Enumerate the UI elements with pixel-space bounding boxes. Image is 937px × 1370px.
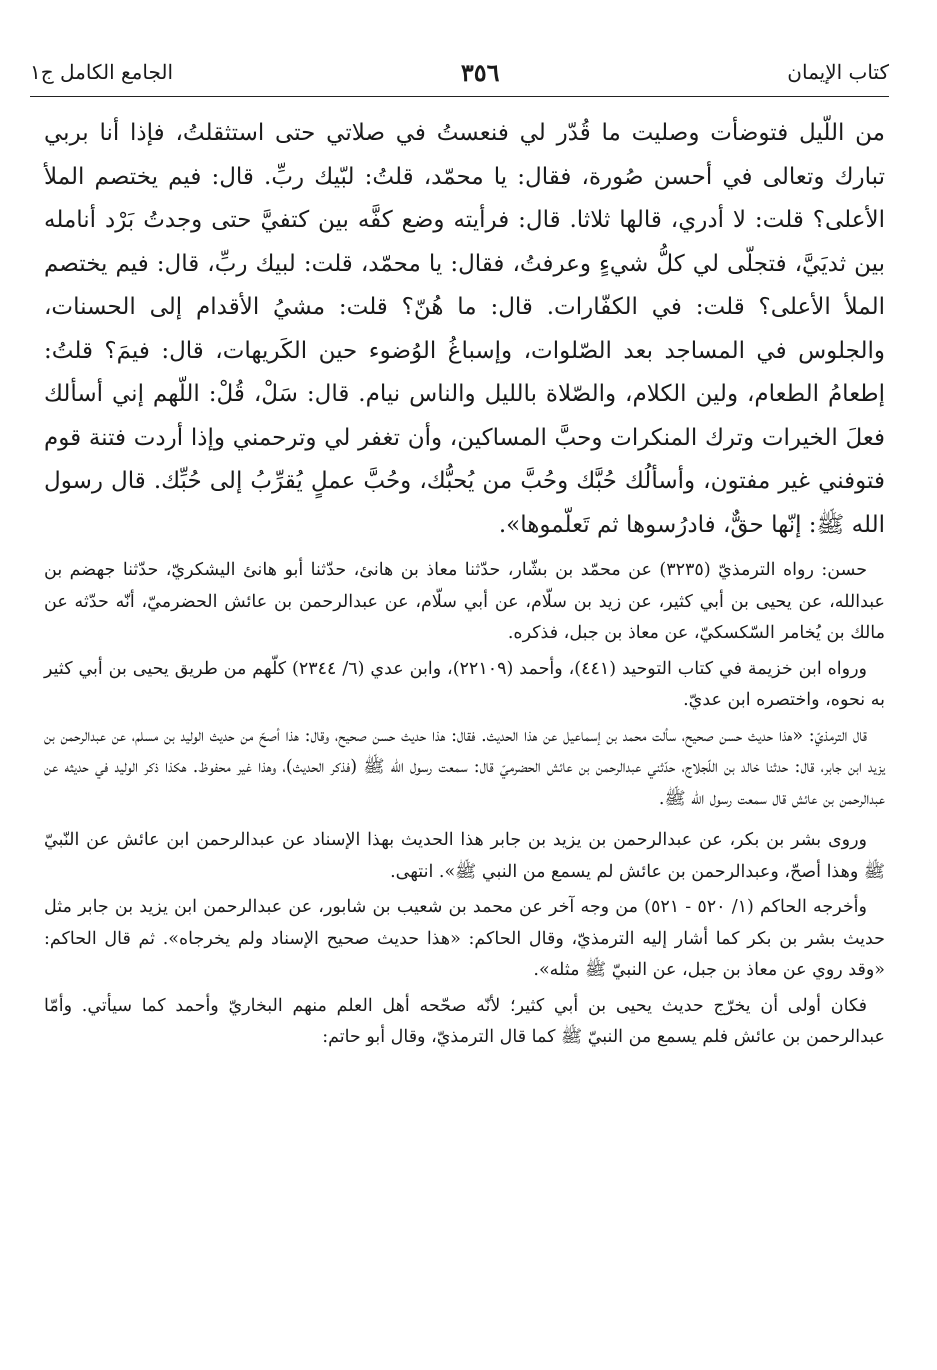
commentary-paragraph-6: فكان أولى أن يخرّج حديث يحيى بن أبي كثير؛ لأنّه صحّحه أهل العلم منهم البخاريّ وأحمد كما سيأتي. وأمّا عبدالرحمن بن عائش فلم يسمع من النبيّ ﷺ كما قال الترمذيّ، وقال أبو حاتم: <box>44 995 885 1047</box>
hadith-text <box>44 112 885 547</box>
page-body <box>44 112 885 1058</box>
chapter-title: كتاب الإيمان <box>787 60 889 84</box>
commentary <box>44 555 885 1054</box>
hadith-paragraph: من اللّيل فتوضأت وصليت ما قُدّر لي فنعستُ في صلاتي حتى استثقلتُ، فإذا أنا بربي تبارك وتعالى في أحسن صُورة، فقال: يا محمّد، قلتُ: لبّيك ربِّ. قال: فيم يختصم الملأ الأعلى؟ قلت: لا أدري، قالها ثلاثا. قال: فرأيته وضع كفَّه بين كتفيَّ حتى وجدتُ بَرْد أنامله بين ثديَيَّ، فتجلّى لي كلُّ شيءٍ وعرفتُ، فقال: يا محمّد، قلت: لبيك ربِّ، قال: فيم يختصم الملأ الأعلى؟ قلت: في الكفّارات. قال: ما هُنّ؟ قلت: مشيُ الأقدام إلى الحسنات، والجلوس في المساجد بعد الصّلوات، وإسباغُ الوُضوء حين الكَريهات، قال: فيمَ؟ قلتُ: إطعامُ الطعام، ولين الكلام، والصّلاة بالليل والناس نيام. قال: سَلْ، قُلْ: اللّهم إني أسألك فعلَ الخيرات وترك المنكرات وحبَّ المساكين، وأن تغفر لي وترحمني وإذا أردت فتنة قوم فتوفني غير مفتون، وأسألُك حُبَّك وحُبَّ من يُحبُّك، وحُبَّ عملٍ يُقرِّبُ إلى حُبِّك. قال رسول الله ﷺ: إنّها حقٌّ، فادرُسوها ثم تَعلّموها». <box>44 120 885 538</box>
book-title: الجامع الكامل ج١ <box>30 60 174 84</box>
commentary-paragraph-1: حسن: رواه الترمذيّ (٣٢٣٥) عن محمّد بن بشّار، حدّثنا معاذ بن هانئ، حدّثنا أبو هانئ اليشكريّ، حدّثنا جهضم بن عبدالله، عن يحيى بن أبي كثير، عن زيد بن سلّام، عن أبي سلّام، عن عبدالرحمن بن عائش الحضرميّ، أنّه حدّثه عن مالك بن يُخامر السّكسكيّ، عن معاذ بن جبل، فذكره. <box>44 560 885 643</box>
commentary-paragraph-3: قال الترمذيّ: «هذا حديث حسن صحيح، سألت محمد بن إسماعيل عن هذا الحديث. فقال: هذا حديث حسن صحيح، وقال: هذا أصحّ من حديث الوليد بن مسلم، عن عبدالرحمن بن يزيد ابن جابر، قال: حدثنا خالد بن اللّجلاج، حدّثني عبدالرحمن بن عائش الحضرميّ قال: سمعت رسول الله ﷺ (فذكر الحديث)، وهذا غير محفوظ. هكذا ذكر الوليد في حديثه عن عبدالرحمن بن عائش قال سمعت رسول الله ﷺ. <box>44 725 885 809</box>
commentary-paragraph-2: ورواه ابن خزيمة في كتاب التوحيد (٤٤١)، وأحمد (٢٢١٠٩)، وابن عدي (٦/ ٢٣٤٤) كلّهم من طريق يحيى بن أبي كثير به نحوه، واختصره ابن عديّ. <box>44 658 885 710</box>
page-number: ٣٥٦ <box>460 57 500 87</box>
header-divider <box>30 96 889 97</box>
commentary-paragraph-5: وأخرجه الحاكم (١/ ٥٢٠ - ٥٢١) من وجه آخر عن محمد بن شعيب بن شابور، عن عبدالرحمن ابن يزيد بن جابر مثل حديث بشر بن بكر كما أشار إليه الترمذيّ، وقال الحاكم: «هذا حديث صحيح الإسناد ولم يخرجاه». ثم قال الحاكم: «وقد روي عن معاذ بن جبل، عن النبيّ ﷺ مثله». <box>44 897 885 980</box>
commentary-paragraph-4: وروى بشر بن بكر، عن عبدالرحمن بن يزيد بن جابر هذا الحديث بهذا الإسناد عن عبدالرحمن ابن عائش عن النّبيّ ﷺ وهذا أصحّ، وعبدالرحمن بن عائش لم يسمع من النبي ﷺ». انتهى. <box>44 830 885 882</box>
page-header <box>30 52 889 92</box>
